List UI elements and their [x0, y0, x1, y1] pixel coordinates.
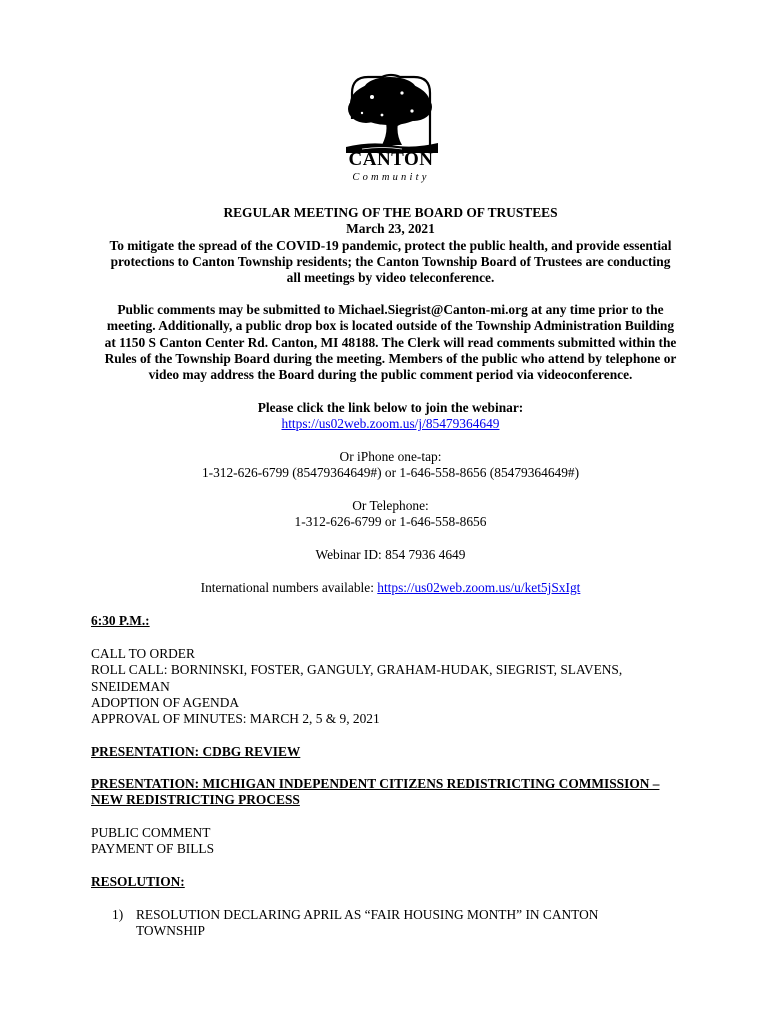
oak-tree-icon: [342, 73, 440, 155]
presentation-heading: PRESENTATION: CDBG REVIEW: [91, 744, 301, 759]
meeting-header: [88, 205, 693, 286]
public-comments-line: Rules of the Township Board during the meeting. Members of the public who attend by telephone or: [104, 350, 677, 366]
webinar-join: [88, 400, 693, 433]
meeting-title: REGULAR MEETING OF THE BOARD OF TRUSTEES: [223, 205, 558, 220]
iphone-dial-in: [88, 449, 693, 482]
intl-numbers-link[interactable]: https://us02web.zoom.us/u/ket5jSxIgt: [377, 580, 581, 595]
presentation-redistricting: [91, 776, 691, 809]
resolution-number: 1): [112, 907, 124, 922]
webinar-link[interactable]: https://us02web.zoom.us/j/85479364649: [281, 416, 500, 432]
agenda-item: ADOPTION OF AGENDA: [91, 694, 240, 710]
telephone-label: Or Telephone:: [352, 498, 429, 513]
intl-label: International numbers available:: [200, 580, 378, 595]
agenda-time-block: [91, 613, 691, 629]
presentation-cdbg: [91, 744, 691, 760]
covid-notice-line: protections to Canton Township residents; the Canton Township Board of Trustees are conducting: [110, 253, 671, 269]
telephone-dial-in: [88, 498, 693, 531]
agenda-item: PUBLIC COMMENT: [91, 825, 211, 840]
resolution-text: RESOLUTION DECLARING APRIL AS “FAIR HOUSING MONTH” IN CANTON: [136, 907, 599, 922]
agenda-item: APPROVAL OF MINUTES: MARCH 2, 5 & 9, 2021: [91, 711, 380, 727]
covid-notice-line: To mitigate the spread of the COVID-19 pandemic, protect the public health, and provide essential: [109, 237, 672, 253]
agenda-item: ROLL CALL: BORNINSKI, FOSTER, GANGULY, GRAHAM-HUDAK, SIEGRIST, SLAVENS,: [91, 662, 623, 678]
agenda-item: PAYMENT OF BILLS: [91, 841, 215, 857]
logo-name: CANTON: [348, 149, 434, 170]
public-comments-line: video may address the Board during the public comment period via videoconference.: [148, 367, 633, 383]
international-numbers: [88, 580, 693, 596]
resolution-text: TOWNSHIP: [136, 923, 205, 939]
iphone-numbers: 1-312-626-6799 (85479364649#) or 1-646-558-8656 (85479364649#): [201, 465, 580, 481]
opening-items: [91, 646, 691, 727]
public-comments-line: Public comments may be submitted to Michael.Siegrist@Canton-mi.org at any time prior to the: [117, 302, 664, 317]
public-comments-notice: [88, 302, 693, 383]
presentation-heading: NEW REDISTRICTING PROCESS: [91, 792, 300, 808]
comment-and-bills: [91, 825, 691, 858]
telephone-numbers: 1-312-626-6799 or 1-646-558-8656: [294, 514, 487, 530]
webinar-prompt: Please click the link below to join the webinar:: [257, 400, 524, 415]
presentation-heading: PRESENTATION: MICHIGAN INDEPENDENT CITIZENS REDISTRICTING COMMISSION –: [91, 776, 660, 791]
logo-text: [342, 150, 440, 185]
public-comments-line: meeting. Additionally, a public drop box is located outside of the Township Administration Building: [106, 318, 675, 334]
agenda-item: CALL TO ORDER: [91, 646, 195, 661]
webinar-id: Webinar ID: 854 7936 4649: [315, 547, 466, 562]
meeting-date: March 23, 2021: [346, 221, 435, 237]
agenda-item: SNEIDEMAN: [91, 678, 170, 694]
webinar-id-block: [88, 547, 693, 563]
agenda-time: 6:30 P.M.:: [91, 613, 150, 628]
iphone-label: Or iPhone one-tap:: [339, 449, 442, 464]
public-comments-line: at 1150 S Canton Center Rd. Canton, MI 48188. The Clerk will read comments submitted within the: [104, 334, 677, 350]
covid-notice-line: all meetings by video teleconference.: [286, 270, 495, 286]
resolution-heading-block: [91, 874, 691, 890]
logo-subtitle: Community: [352, 172, 430, 183]
resolution-item: [112, 907, 672, 940]
resolution-heading: RESOLUTION:: [91, 874, 185, 889]
